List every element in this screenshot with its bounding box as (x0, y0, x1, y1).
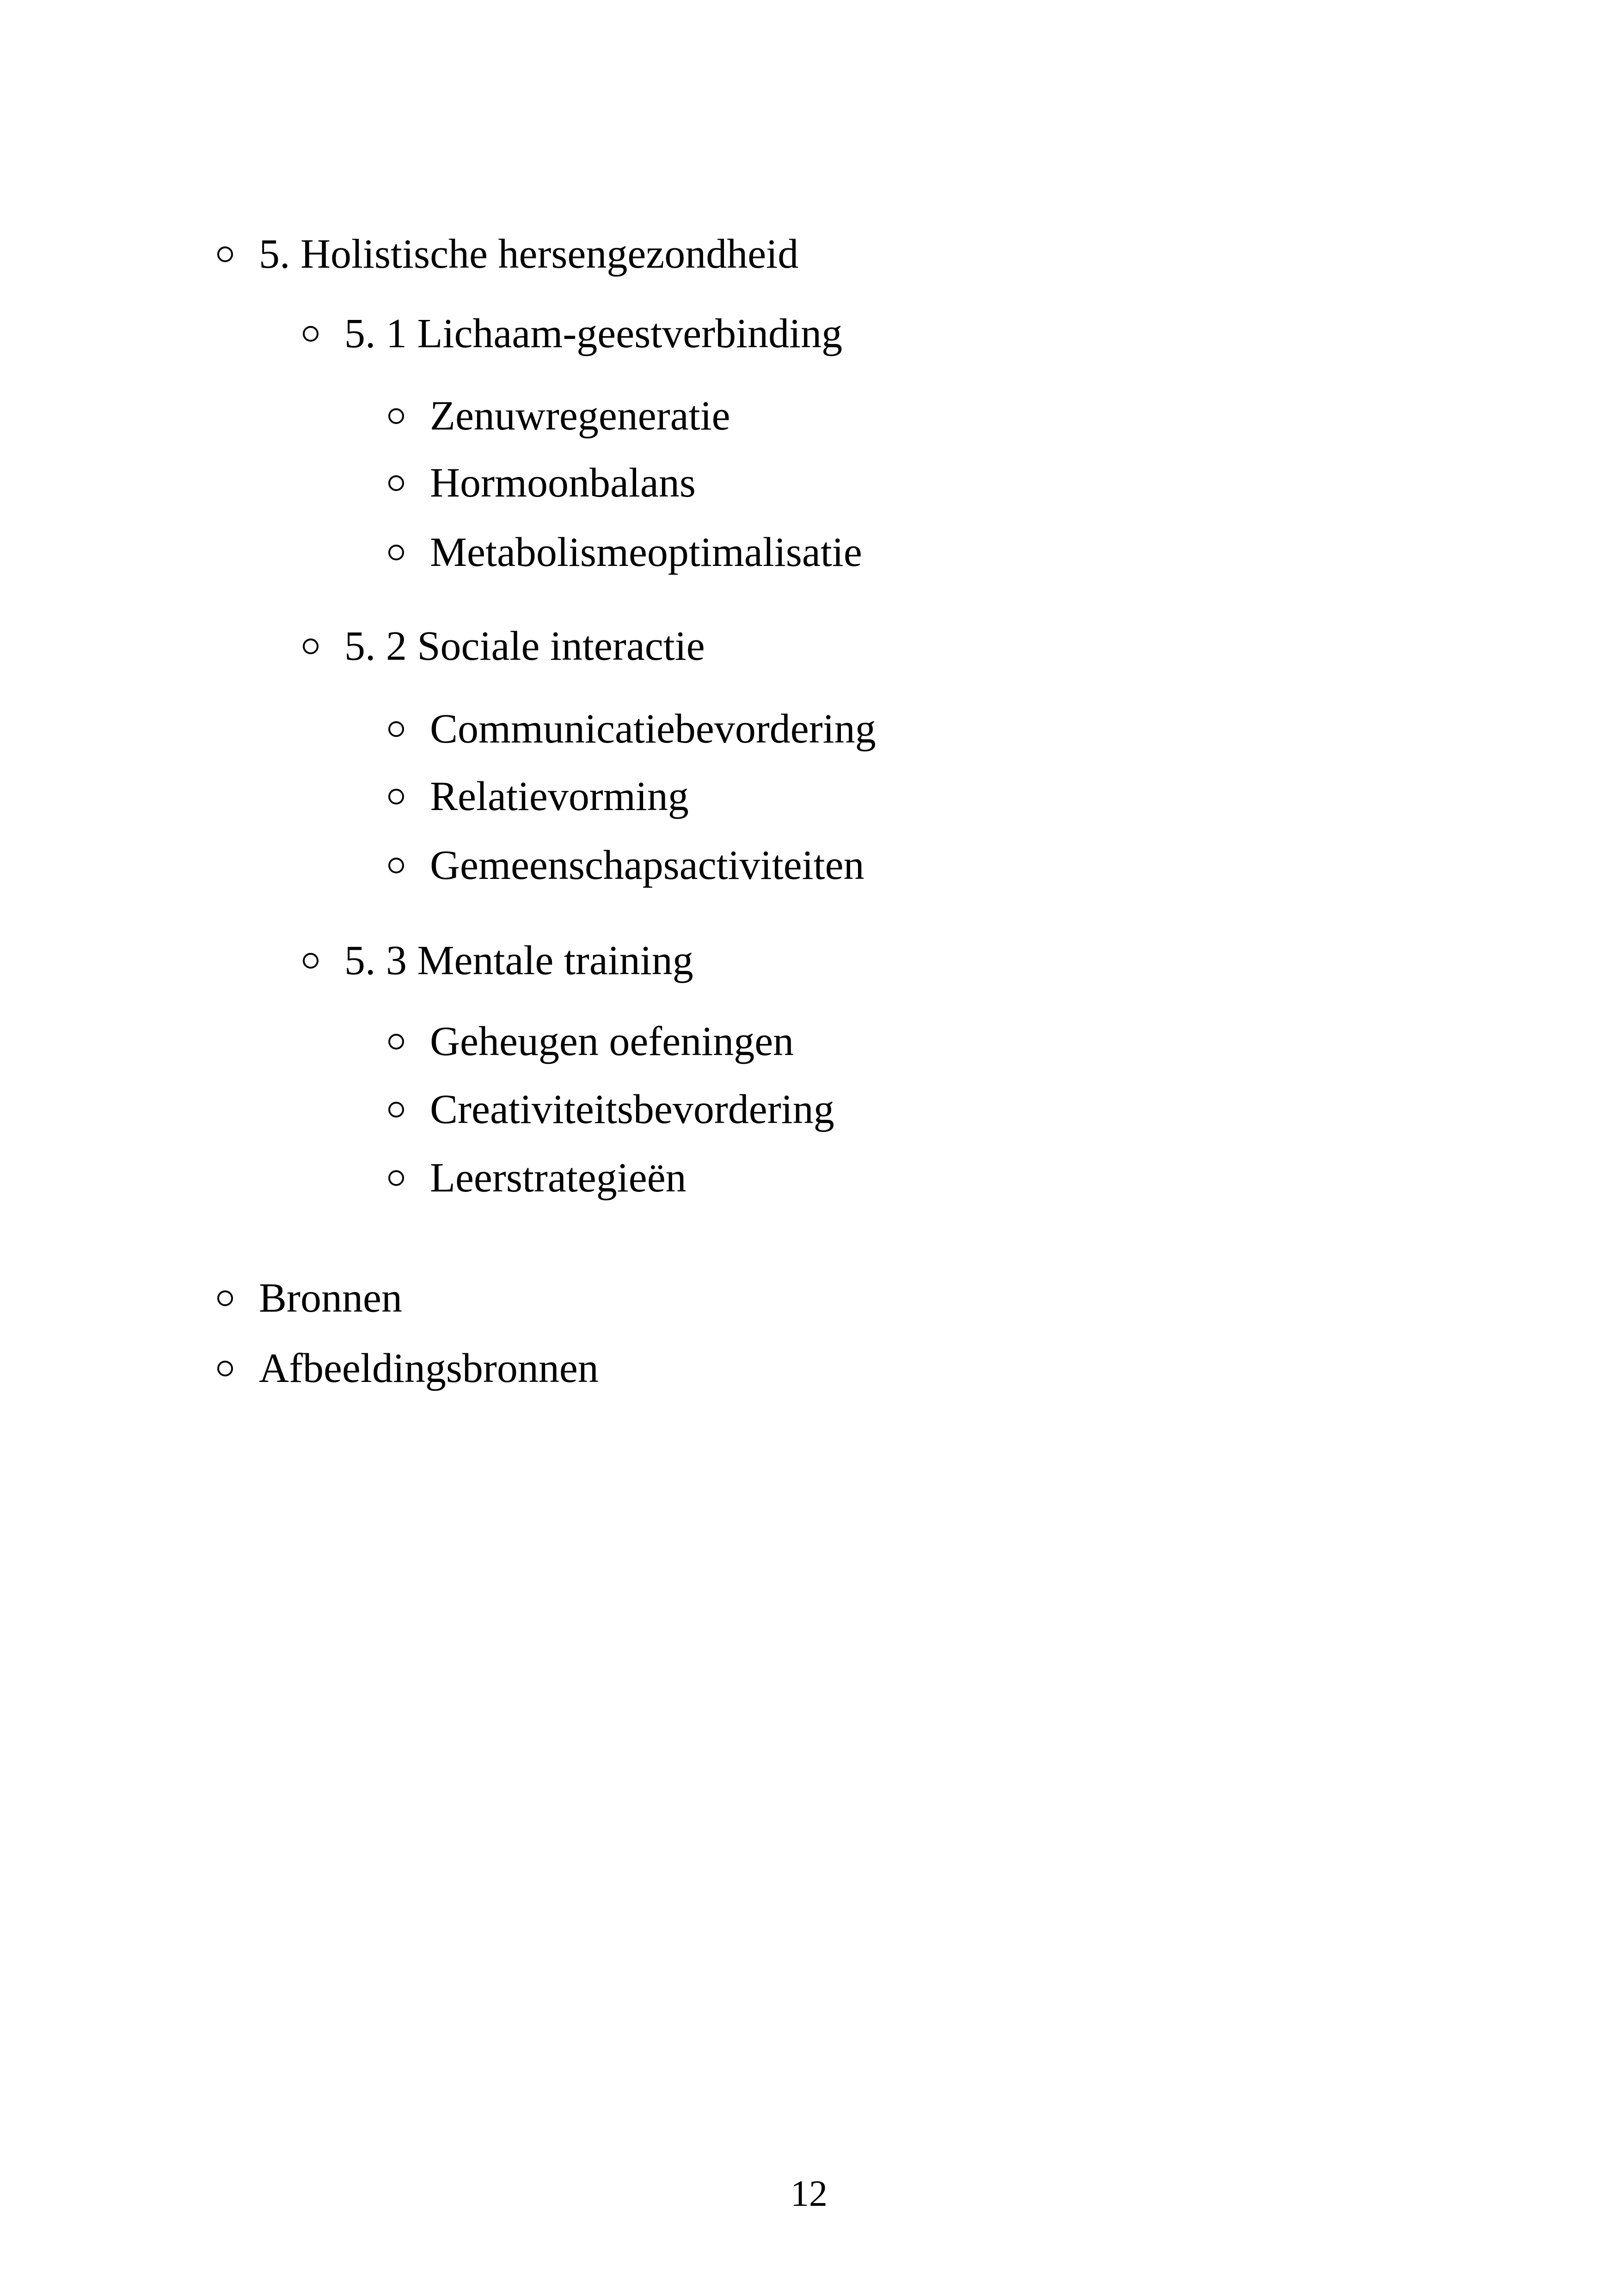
circle-bullet-icon (217, 246, 233, 262)
circle-bullet-icon (388, 721, 404, 737)
toc-entry-item (388, 455, 696, 511)
circle-bullet-icon (388, 475, 404, 491)
circle-bullet-icon (217, 1361, 233, 1376)
circle-bullet-icon (388, 408, 404, 424)
toc-entry-label: Zenuwregeneratie (430, 393, 730, 439)
toc-entry-item (388, 701, 876, 757)
circle-bullet-icon (217, 1290, 233, 1306)
toc-entry-label: Hormoonbalans (430, 460, 696, 506)
toc-entry-label: Bronnen (259, 1275, 402, 1321)
toc-entry-item (388, 769, 689, 824)
toc-entry-label: 5. 1 Lichaam-geestverbinding (344, 311, 843, 356)
toc-entry-label: Relatievorming (430, 774, 689, 819)
circle-bullet-icon (388, 1034, 404, 1050)
toc-entry-label: Gemeenschapsactiviteiten (430, 842, 864, 888)
circle-bullet-icon (388, 545, 404, 560)
toc-entry-section-5 (217, 227, 798, 282)
toc-entry-item (388, 1014, 794, 1069)
toc-entry-item (388, 838, 864, 893)
toc-entry-label: Leerstrategieën (430, 1155, 686, 1201)
circle-bullet-icon (303, 953, 319, 969)
circle-bullet-icon (303, 638, 319, 654)
toc-entry-section-5-1 (303, 306, 842, 362)
page-number: 12 (791, 2173, 827, 2214)
toc-entry-bronnen (217, 1271, 402, 1326)
toc-entry-label: Communicatiebevordering (430, 706, 876, 752)
toc-entry-label: 5. 2 Sociale interactie (344, 623, 705, 669)
toc-entry-label: Afbeeldingsbronnen (259, 1345, 599, 1391)
toc-entry-label: Metabolismeoptimalisatie (430, 529, 862, 575)
toc-entry-item (388, 1082, 834, 1137)
toc-entry-item (388, 525, 862, 580)
circle-bullet-icon (303, 326, 319, 342)
toc-entry-label: Geheugen oefeningen (430, 1019, 794, 1064)
circle-bullet-icon (388, 1102, 404, 1117)
toc-entry-item (388, 388, 730, 444)
circle-bullet-icon (388, 858, 404, 873)
circle-bullet-icon (388, 1170, 404, 1186)
circle-bullet-icon (388, 789, 404, 804)
toc-entry-section-5-3 (303, 933, 693, 988)
toc-entry-label: 5. Holistische hersengezondheid (259, 231, 799, 277)
toc-entry-section-5-2 (303, 619, 705, 674)
toc-entry-label: 5. 3 Mentale training (344, 938, 693, 983)
toc-entry-afbeeldingsbronnen (217, 1341, 599, 1396)
toc-entry-label: Creativiteitsbevordering (430, 1087, 834, 1132)
toc-entry-item (388, 1150, 686, 1206)
